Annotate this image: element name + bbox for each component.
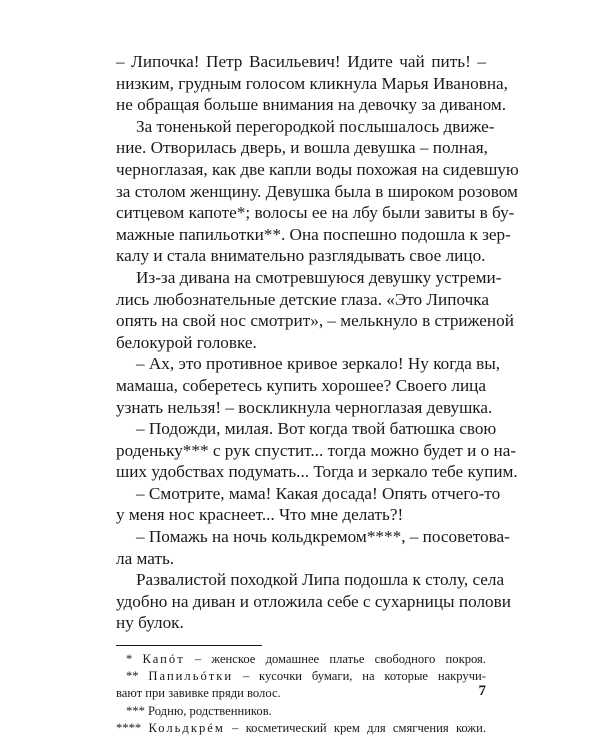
text-line: низким, грудным голосом кликнула Марья Ивановна, — [116, 73, 508, 93]
text-line: ситцевом капоте*; волосы ее на лбу были завиты в бу- — [116, 203, 515, 223]
footnote-marker: **** — [116, 720, 142, 735]
footnote-text: – косметический крем для смягчения кожи. — [232, 720, 486, 735]
text-line: ну булок. — [116, 613, 184, 633]
text-line: калу и стала внимательно разглядывать свое лицо. — [116, 246, 486, 266]
footnote-divider — [116, 645, 262, 646]
text-line: Из-за дивана на смотревшуюся девушку устреми- — [136, 267, 502, 287]
footnote-text: – кусочки бумаги, на которые накручи- — [242, 669, 486, 684]
footnote-term: Капóт — [142, 652, 185, 667]
text-line: – Липочка! Петр Васильевич! Идите чай пить! – — [116, 52, 486, 71]
text-line: удобно на диван и отложила себе с сухарницы полови — [116, 591, 511, 611]
text-line: мамаша, соберетесь купить хорошее? Своего лица — [116, 375, 486, 395]
footnote-marker: ** — [126, 669, 139, 684]
text-line: ших удобствах подумать... Тогда и зеркало тебе купим. — [116, 462, 518, 482]
footnote-2 — [116, 668, 486, 685]
text-line: – Ах, это противное кривое зеркало! Ну когда вы, — [136, 354, 501, 374]
text-line: узнать нельзя! – воскликнула черноглазая девушка. — [116, 397, 493, 417]
text-line: мажные папильотки**. Она поспешно подошла к зер- — [116, 224, 511, 244]
footnote-4 — [116, 720, 486, 737]
footnote-text: вают при завивке пряди волос. — [116, 686, 281, 701]
text-line: не обращая больше внимания на девочку за диваном. — [116, 95, 507, 115]
text-line: – Подожди, милая. Вот когда твой батюшка свою — [136, 419, 497, 439]
text-line: – Смотрите, мама! Какая досада! Опять отчего-то — [136, 483, 501, 503]
footnote-1 — [116, 651, 486, 668]
text-line: роденьку*** с рук спустит... тогда можно будет и о на- — [116, 440, 517, 460]
text-line: белокурой головке. — [116, 332, 257, 352]
footnote-3 — [116, 703, 486, 720]
text-line: за столом женщину. Девушка была в широком розовом — [116, 181, 518, 201]
text-line: у меня нос краснеет... Что мне делать?! — [116, 505, 404, 525]
text-line: Развалистой походкой Липа подошла к столу, села — [136, 570, 505, 590]
footnote-marker: * — [126, 652, 133, 667]
footnote-term: Папильóтки — [148, 669, 234, 684]
text-line: лись любознательные детские глаза. «Это Липочка — [116, 289, 489, 309]
text-line: За тоненькой перегородкой послышалось движе- — [136, 116, 495, 136]
book-page — [116, 51, 519, 737]
footnote-marker: *** — [126, 703, 145, 718]
footnote-text: Родню, родственников. — [148, 703, 272, 718]
text-line: – Помажь на ночь кольдкремом****, – посоветова- — [136, 527, 510, 547]
page-number: 7 — [478, 683, 486, 699]
text-line: ла мать. — [116, 548, 175, 568]
footnote-text: – женское домашнее платье свободного покроя. — [194, 652, 486, 667]
text-line: ние. Отворилась дверь, и вошла девушка – полная, — [116, 138, 488, 158]
text-line: опять на свой нос смотрит», – мелькнуло в стриженой — [116, 311, 514, 331]
text-line: черноглазая, как две капли воды похожая на сидевшую — [116, 159, 519, 179]
footnote-2-continued — [116, 685, 486, 702]
footnote-term: Кольдкрéм — [148, 720, 225, 735]
